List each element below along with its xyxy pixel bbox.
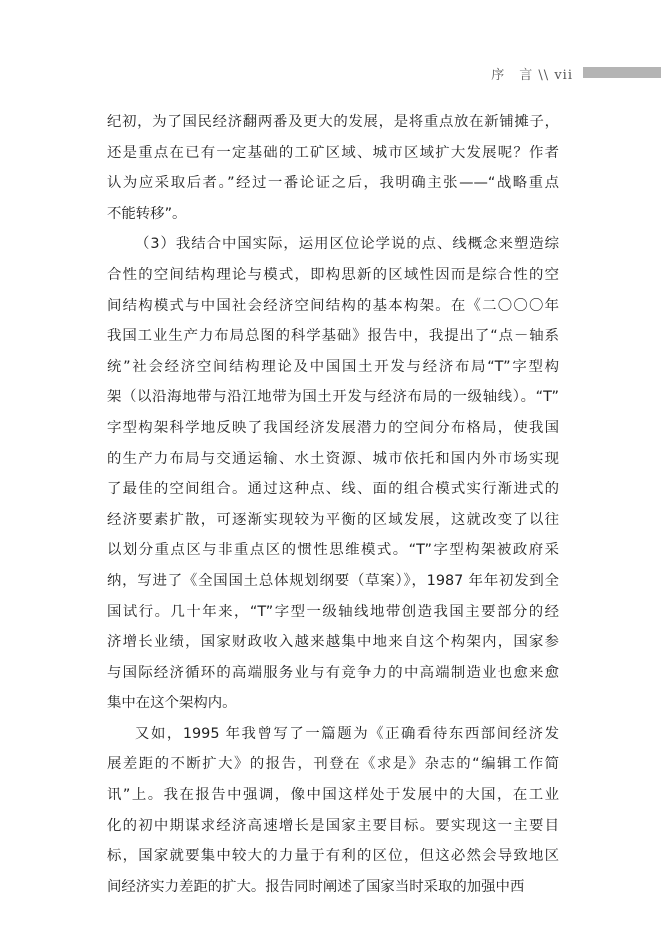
body-text [107, 107, 559, 902]
text-line: 又如，1995 年我曾写了一篇题为《正确看待东西部间经济发 [135, 725, 559, 742]
text-line: 与国际经济循环的高端服务业与有竞争力的中高端制造业也愈来愈 [107, 664, 559, 681]
paragraph [107, 107, 559, 229]
paragraph [107, 229, 559, 719]
text-line: 合性的空间结构理论与模式，即构思新的区域性因而是综合性的空 [107, 266, 559, 283]
text-line: 还是重点在已有一定基础的工矿区域、城市区域扩大发展呢？作者 [107, 144, 559, 161]
paragraph [107, 719, 559, 903]
text-line: 统”社会经济空间结构理论及中国国土开发与经济布局“T”字型构 [107, 358, 559, 375]
text-line: 了最佳的空间组合。通过这种点、线、面的组合模式实行渐进式的 [107, 481, 559, 498]
text-line: 标，国家就要集中较大的力量于有利的区位，但这必然会导致地区 [107, 848, 559, 865]
text-line: 经济要素扩散，可逐渐实现较为平衡的区域发展，这就改变了以往 [107, 511, 559, 528]
text-line: 化的初中期谋求经济高速增长是国家主要目标。要实现这一主要目 [107, 817, 559, 834]
text-line: 的生产力布局与交通运输、水土资源、城市依托和国内外市场实现 [107, 450, 559, 467]
text-line: 展差距的不断扩大》的报告，刊登在《求是》杂志的“编辑工作简 [107, 756, 559, 773]
text-line: 纪初，为了国民经济翻两番及更大的发展，是将重点放在新铺摊子， [107, 114, 559, 130]
text-line: （3）我结合中国实际，运用区位论学说的点、线概念来塑造综 [135, 236, 559, 253]
text-line: 济增长业绩，国家财政收入越来越集中地来自这个构架内，国家参 [107, 634, 559, 651]
text-line: 认为应采取后者。”经过一番论证之后，我明确主张——“战略重点 [107, 175, 559, 192]
text-line: 不能转移”。 [107, 205, 187, 222]
text-line: 间经济实力差距的扩大。报告同时阐述了国家当时采取的加强中西 [107, 878, 525, 895]
header-separator: \\ [538, 68, 550, 83]
header-bar-decoration [583, 67, 661, 78]
section-title: 序 言 [491, 68, 534, 83]
text-line: 我国工业生产力布局总图的科学基础》报告中，我提出了“点－轴系 [107, 328, 559, 345]
text-line: 以划分重点区与非重点区的惯性思维模式。“T”字型构架被政府采 [107, 542, 559, 559]
text-line: 间结构模式与中国社会经济空间结构的基本构架。在《二〇〇〇年 [107, 297, 559, 314]
text-line: 讯”上。我在报告中强调，像中国这样处于发展中的大国，在工业 [107, 787, 559, 804]
text-line: 国试行。几十年来，“T”字型一级轴线地带创造我国主要部分的经 [107, 603, 559, 620]
running-header-text [491, 64, 573, 83]
text-line: 架（以沿海地带与沿江地带为国土开发与经济布局的一级轴线）。“T” [107, 389, 559, 406]
text-line: 集中在这个架构内。 [107, 695, 237, 712]
page-number: vii [554, 68, 573, 83]
text-line: 纳，写进了《全国国土总体规划纲要（草案）》，1987 年年初发到全 [107, 572, 559, 589]
text-line: 字型构架科学地反映了我国经济发展潜力的空间分布格局，使我国 [107, 419, 559, 436]
running-header [0, 62, 661, 84]
